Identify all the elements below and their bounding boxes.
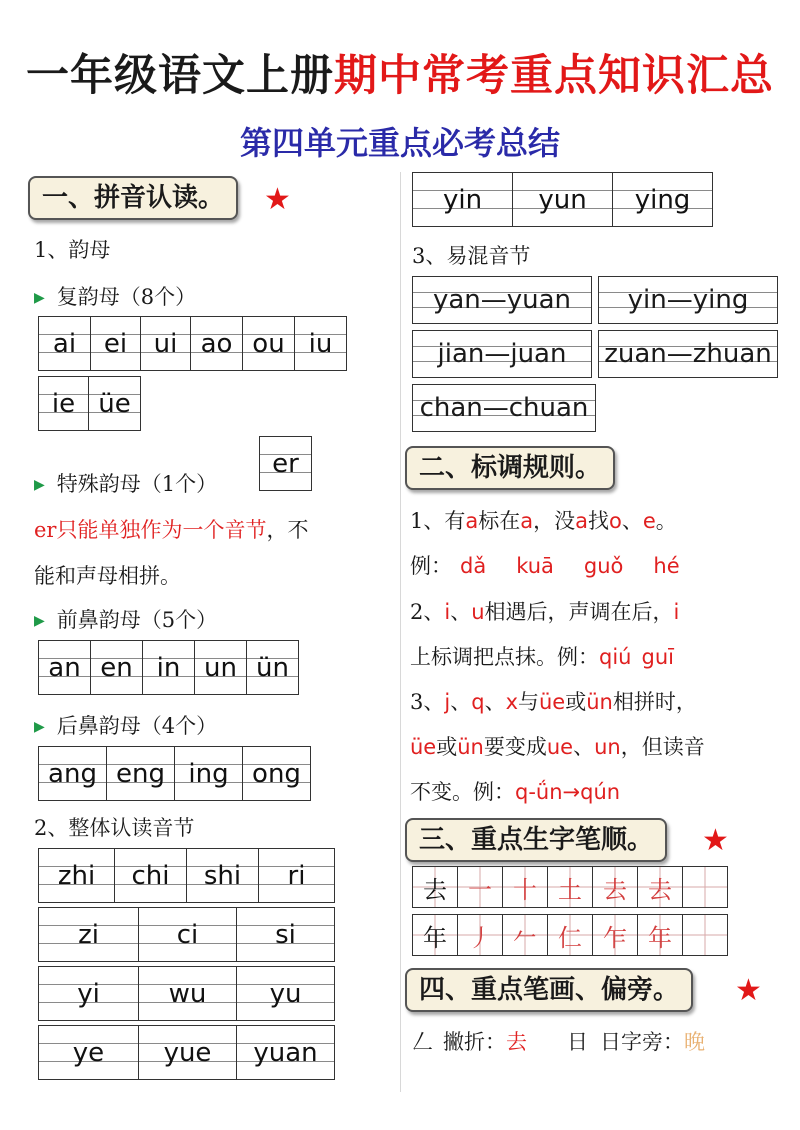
pinyin-cell: üe <box>89 376 141 431</box>
rule-2-line2 <box>410 641 674 671</box>
item-zhengti: 2、整体认读音节 <box>34 816 195 840</box>
character-cell: 年 <box>413 914 458 956</box>
pinyin-cell: yun <box>513 172 613 227</box>
rule-3-line3 <box>410 776 620 806</box>
section-heading-tone-rules: 二、标调规则。 <box>405 446 615 490</box>
rule-text: ，没 <box>533 509 576 533</box>
rule-text: 或 <box>436 735 458 759</box>
label-fuyunmu-text: 复韵母（8个） <box>56 285 197 309</box>
rule-text: 或 <box>565 690 587 714</box>
rule-1-example <box>410 550 680 580</box>
triangle-bullet-icon: ▶ <box>34 290 45 306</box>
rule-pinyin: ün <box>457 735 484 759</box>
example-word: dǎ <box>460 554 487 578</box>
rule-pinyin: j <box>444 690 451 714</box>
empty-cell <box>683 914 728 956</box>
rule-text: 2、 <box>410 600 445 624</box>
radical-example: 晚 <box>684 1030 705 1054</box>
pinyin-cell: yi <box>39 966 139 1021</box>
label-qianbi <box>34 604 217 634</box>
pinyin-cell: wu <box>139 966 237 1021</box>
column-divider <box>400 172 401 1092</box>
rule-text: 相拼时， <box>612 690 697 714</box>
stroke-step-cell: 𠂉 <box>503 914 548 956</box>
pinyin-cell: ri <box>259 848 335 903</box>
label-teshu <box>34 468 217 498</box>
pinyin-cell: shi <box>187 848 259 903</box>
pinyin-cell: ei <box>91 316 141 371</box>
pinyin-cell: eng <box>107 746 175 801</box>
stroke-order-nian <box>412 914 728 956</box>
pinyin-cell: yu <box>237 966 335 1021</box>
example-word: guī <box>641 645 674 669</box>
label-houbi-text: 后鼻韵母（4个） <box>56 714 218 738</box>
pinyin-cell: ie <box>39 376 89 431</box>
rule-pinyin: i <box>673 600 680 624</box>
pinyin-cell: un <box>195 640 247 695</box>
stroke-example: 去 <box>506 1030 527 1054</box>
triangle-bullet-icon: ▶ <box>34 477 45 493</box>
label-qianbi-text: 前鼻韵母（5个） <box>56 608 218 632</box>
rule-pinyin: u <box>471 600 485 624</box>
rule-text: ，但读音 <box>620 735 705 759</box>
stroke-step-cell: 仁 <box>548 914 593 956</box>
pinyin-cell: ye <box>39 1025 139 1080</box>
title-black-part: 一年级语文上册 <box>26 51 334 101</box>
star-icon: ★ <box>735 973 762 1008</box>
fuyunmu-row-2 <box>38 376 141 431</box>
section-heading-stroke-order: 三、重点生字笔顺。 <box>405 818 667 862</box>
teshu-note-line2: 能和声母相拼。 <box>34 564 181 588</box>
item-yihun: 3、易混音节 <box>412 244 531 268</box>
rule-text: 标在 <box>478 509 521 533</box>
rule-3 <box>410 686 697 716</box>
fuyunmu-row-1 <box>38 316 347 371</box>
rule-pinyin: ün <box>586 690 613 714</box>
empty-cell <box>683 866 728 908</box>
example-word: guǒ <box>583 554 624 578</box>
rule-text: 要变成 <box>483 735 547 759</box>
rule-text: 上标调把点抹。例： <box>410 645 599 669</box>
section-heading-strokes-radicals: 四、重点笔画、偏旁。 <box>405 968 693 1012</box>
label-fuyunmu <box>34 281 196 311</box>
pinyin-cell: ing <box>175 746 243 801</box>
rule-text: 、 <box>450 690 472 714</box>
stroke-step-cell: 去 <box>593 866 638 908</box>
triangle-bullet-icon: ▶ <box>34 613 45 629</box>
example-word: hé <box>653 554 680 578</box>
zhengti-row-2 <box>38 907 335 962</box>
item-yunmu: 1、韵母 <box>34 238 111 262</box>
rule-text: 、 <box>621 509 643 533</box>
triangle-bullet-icon: ▶ <box>34 719 45 735</box>
rule-text: 相遇后，声调在后， <box>484 600 674 624</box>
pinyin-cell: ci <box>139 907 237 962</box>
label-houbi <box>34 710 217 740</box>
stroke-step-cell: 年 <box>638 914 683 956</box>
star-icon: ★ <box>702 823 729 858</box>
pinyin-cell: ying <box>613 172 713 227</box>
rule-text: 3、 <box>410 690 445 714</box>
rule-pinyin: o <box>609 509 622 533</box>
pinyin-cell: si <box>237 907 335 962</box>
confusable-pair: chan—chuan <box>412 384 596 432</box>
pinyin-cell: ong <box>243 746 311 801</box>
example-label: 例： <box>410 554 452 578</box>
character-cell: 去 <box>413 866 458 908</box>
rule-pinyin: i <box>444 600 451 624</box>
confusable-pair: zuan—zhuan <box>598 330 778 378</box>
rule-1 <box>410 505 677 535</box>
stroke-order-qu <box>412 866 728 908</box>
example-word: q-ǘn→qún <box>515 780 621 804</box>
pinyin-cell: ou <box>243 316 295 371</box>
rule-text: 与 <box>518 690 539 714</box>
zhengti-row-4 <box>38 1025 335 1080</box>
rule-pinyin: üe <box>410 735 437 759</box>
rule-pinyin: x <box>505 690 518 714</box>
teshu-note-red: er只能单独作为一个音节 <box>34 518 267 542</box>
title-red-part: 期中常考重点知识汇总 <box>334 51 774 101</box>
rule-text: 不变。例： <box>410 780 515 804</box>
radical-name: 日字旁： <box>600 1030 684 1054</box>
rule-text: 、 <box>450 600 472 624</box>
stroke-step-cell: 去 <box>638 866 683 908</box>
confusable-pair: jian—juan <box>412 330 592 378</box>
rule-text: 、 <box>573 735 595 759</box>
stroke-symbol: 𠃋 <box>412 1030 433 1054</box>
rule-pinyin: a <box>575 509 588 533</box>
confusable-pair: yan—yuan <box>412 276 592 324</box>
pinyin-cell: an <box>39 640 91 695</box>
pinyin-cell: yue <box>139 1025 237 1080</box>
pinyin-cell: iu <box>295 316 347 371</box>
stroke-step-cell: 乍 <box>593 914 638 956</box>
page-subtitle: 第四单元重点必考总结 <box>239 124 560 162</box>
pinyin-cell: er <box>260 436 312 491</box>
pinyin-cell: yin <box>413 172 513 227</box>
stroke-step-cell: 一 <box>458 866 503 908</box>
stroke-step-cell: 土 <box>548 866 593 908</box>
example-word: kuā <box>516 554 554 578</box>
label-teshu-text: 特殊韵母（1个） <box>56 472 218 496</box>
pinyin-cell: ang <box>39 746 107 801</box>
star-icon: ★ <box>264 182 291 217</box>
example-word: qiú <box>599 645 632 669</box>
confusable-pair: yin—ying <box>598 276 778 324</box>
rule-pinyin: a <box>465 509 479 533</box>
rule-pinyin: e <box>642 509 656 533</box>
stroke-radical-line <box>412 1026 705 1056</box>
rule-text: 找 <box>588 509 609 533</box>
stroke-name: 撇折： <box>443 1030 506 1054</box>
pinyin-cell: ai <box>39 316 91 371</box>
teshu-note-tail: ，不 <box>266 518 309 542</box>
pinyin-cell: ui <box>141 316 191 371</box>
rule-text: 、 <box>484 690 506 714</box>
pinyin-cell: chi <box>115 848 187 903</box>
pinyin-cell: zi <box>39 907 139 962</box>
pinyin-cell: en <box>91 640 143 695</box>
pinyin-cell: in <box>143 640 195 695</box>
rule-text: 1、有 <box>410 509 466 533</box>
radical-symbol: 日 <box>567 1030 588 1054</box>
rule-3-line2 <box>410 731 705 761</box>
pinyin-cell: ao <box>191 316 243 371</box>
page-title <box>0 42 800 103</box>
pinyin-cell: ün <box>247 640 299 695</box>
zhengti-row-1 <box>38 848 335 903</box>
rule-pinyin: üe <box>539 690 566 714</box>
rule-pinyin: ue <box>546 735 574 759</box>
houbi-row <box>38 746 311 801</box>
rule-pinyin: un <box>594 735 621 759</box>
stroke-step-cell: 十 <box>503 866 548 908</box>
rule-pinyin: a <box>520 509 534 533</box>
qianbi-row <box>38 640 299 695</box>
stroke-step-cell: 丿 <box>458 914 503 956</box>
rule-text: 。 <box>655 509 677 533</box>
teshu-grid <box>259 436 312 491</box>
pinyin-cell: zhi <box>39 848 115 903</box>
teshu-note <box>34 514 308 544</box>
rule-pinyin: q <box>471 690 485 714</box>
section-heading-pinyin: 一、拼音认读。 <box>28 176 238 220</box>
zhengti-row-3 <box>38 966 335 1021</box>
rule-2 <box>410 596 679 626</box>
pinyin-cell: yuan <box>237 1025 335 1080</box>
top-pinyin-row <box>412 172 713 227</box>
